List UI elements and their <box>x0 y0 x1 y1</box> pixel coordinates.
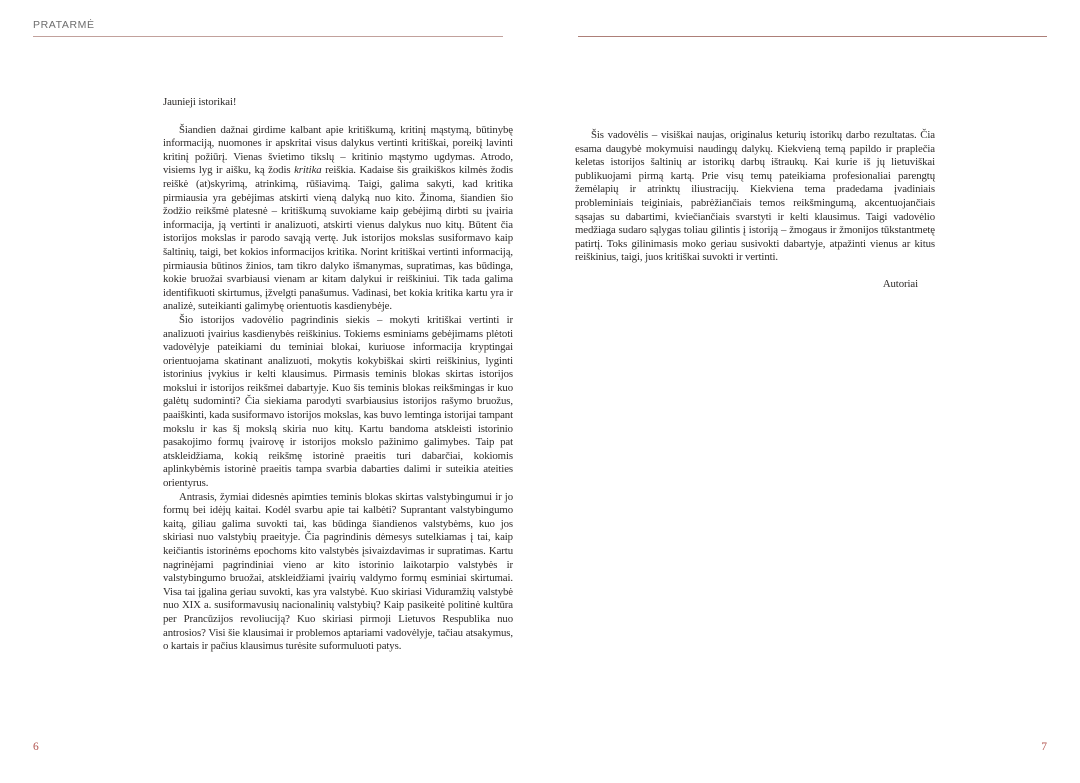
page-number-right: 7 <box>1041 741 1047 753</box>
paragraph-2: Šio istorijos vadovėlio pagrindinis siekis – mokyti kritiškai vertinti ir analizuoti įvairius kasdienybės reiškinius. Tokiems esminiams gebėjimams plėtoti vadovėlyje pateikiami du teminiai blokai, kuriuose informacija kryptingai orientuojama skatinant analizuoti, mokytis kokybiškai skirti reiškinius, lyginti istorinius įvykius ir kelti klausimus. Pirmasis teminis blokas skirtas istorijos mokslui ir istorijos reikšmei dabartyje. Kuo šis teminis blokas reikšmingas ir kuo galėtų sudominti? Čia siekiama parodyti svarbiausius istorijos rašymo bruožus, paaiškinti, kada susiformavo istorijos mokslas, kas buvo lemtinga istorijai tampant mokslu ir kas šį mokslą skiria nuo kitų. Kartu bandoma atskleisti istorinio pasakojimo formų įvairovę ir istorijos mokslo pažinimo galimybes. Taip pat atskleidžiama, kokią reikšmę istorinė praeitis turi dabarčiai, kokiomis aplinkybėmis istorinė praeitis tampa svarbia dabarties dalimi ir suteikia ateities orientyrus. <box>163 313 513 490</box>
paragraph-3: Antrasis, žymiai didesnės apimties teminis blokas skirtas valstybingumui ir jo formų bei idėjų kaitai. Kodėl svarbu apie tai kalbėti? Suprantant valstybingumo kaitą, giliau galima suvokti tai, kas būdinga šiandienos valstybėms, kuo jos skiriasi nuo valstybių praeityje. Čia pagrindinis dėmesys sutelkiamas į tai, kaip keičiantis istorinėms epochoms kito valstybės įsivaizdavimas ir supratimas. Kartu nagrinėjami pagrindiniai vieno ar kito istorinio laikotarpio valstybės ir valstybingumo bruožai, atskleidžiami įvairių valdymo formų esminiai skirtumai. Visa tai įgalina geriau suvokti, kas yra valstybė. Kuo skiriasi Viduramžių valstybė nuo XIX a. susiformavusių nacionalinių valstybių? Kaip pasikeitė politinė kultūra per Prancūzijos revoliuciją? Kuo skiriasi pirmoji Lietuvos Respublika nuo antrosios? Visi šie klausimai ir problemos aptariami vadovėlyje, tačiau atsakymus, o kartais ir pačius klausimus turėsite suformuluoti patys. <box>163 490 513 653</box>
header-rule-right <box>578 36 1047 37</box>
header-rule-left <box>33 36 503 37</box>
right-page-text-column <box>575 129 935 292</box>
greeting: Jaunieji istorikai! <box>163 96 237 108</box>
paragraph-1: Šiandien dažnai girdime kalbant apie kritiškumą, kritinį mąstymą, būtinybę informaciją, nuomones ir apskritai visus dalykus vertinti kritiškai, poreikį lavinti kritinį požiūrį. Vienas švietimo tikslų – kritinio mąstymo ugdymas. Atrodo, visiems lyg ir aišku, ką žodis kritika reiškia. Kadaise šis graikiškos kilmės žodis reiškė (at)skyrimą, atrinkimą, rūšiavimą. Taigi, galima sakyti, kad kritika pirmiausia yra gebėjimas atskirti vieną dalyką nuo kito. Žinoma, šiandien šio žodžio reikšmė platesnė – kritiškumą suvokiame kaip gebėjimą dirbti su įvairia informacija, ją vertinti ir analizuoti, atskirti vienus dalykus nuo kitų. Būtent čia istorijos mokslas ir parodo savąją vertę. Juk istorijos mokslas susiformavo kaip šaltinių, taigi, bet kokios informacijos kritika. Norint kritiškai vertinti informaciją, pirmiausia būtinos žinios, tam tikro dalyko išmanymas, supratimas, kas būdinga, kokie bruožai svarbiausi vienam ar kitam dalykui ir reiškiniui. Tik tada galima identifikuoti skirtumus, įžvelgti panašumus. Vadinasi, bet kokia kritika kartu yra ir analizė, suteikianti galimybę orientuotis kasdienybėje. <box>163 123 513 313</box>
left-page-text-column <box>163 96 513 654</box>
authors-signature: Autoriai <box>882 277 918 290</box>
page-number-left: 6 <box>33 741 39 753</box>
paragraph-4: Šis vadovėlis – visiškai naujas, originalus keturių istorikų darbo rezultatas. Čia esama daugybė mokymuisi naudingų dalykų. Kiekvieną temą papildo ir praplečia keletas istorijos šaltinių ar istorikų darbų ištraukų. Kai kurie iš jų lietuviškai publikuojami pirmą kartą. Prie visų temų pateikiama profesionaliai parengtų žemėlapių ir atrinktų iliustracijų. Kiekviena tema pradedama įvadiniais probleminiais teiginiais, pabrėžiančiais temos reikšmingumą, akcentuojančiais sąsajas su dabartimi, kviečiančiais svarstyti ir kelti klausimus. Taigi vadovėlio medžiaga sudaro sąlygas toliau gilintis į istoriją – žmogaus ir žmonijos tūkstantmetę patirtį. Toks gilinimasis moko geriau susivokti dabartyje, atpažinti vienus ar kitus reiškinius, taigi, juos kritiškai suvokti ir vertinti. <box>575 129 935 264</box>
section-header: PRATARMĖ <box>33 19 95 31</box>
